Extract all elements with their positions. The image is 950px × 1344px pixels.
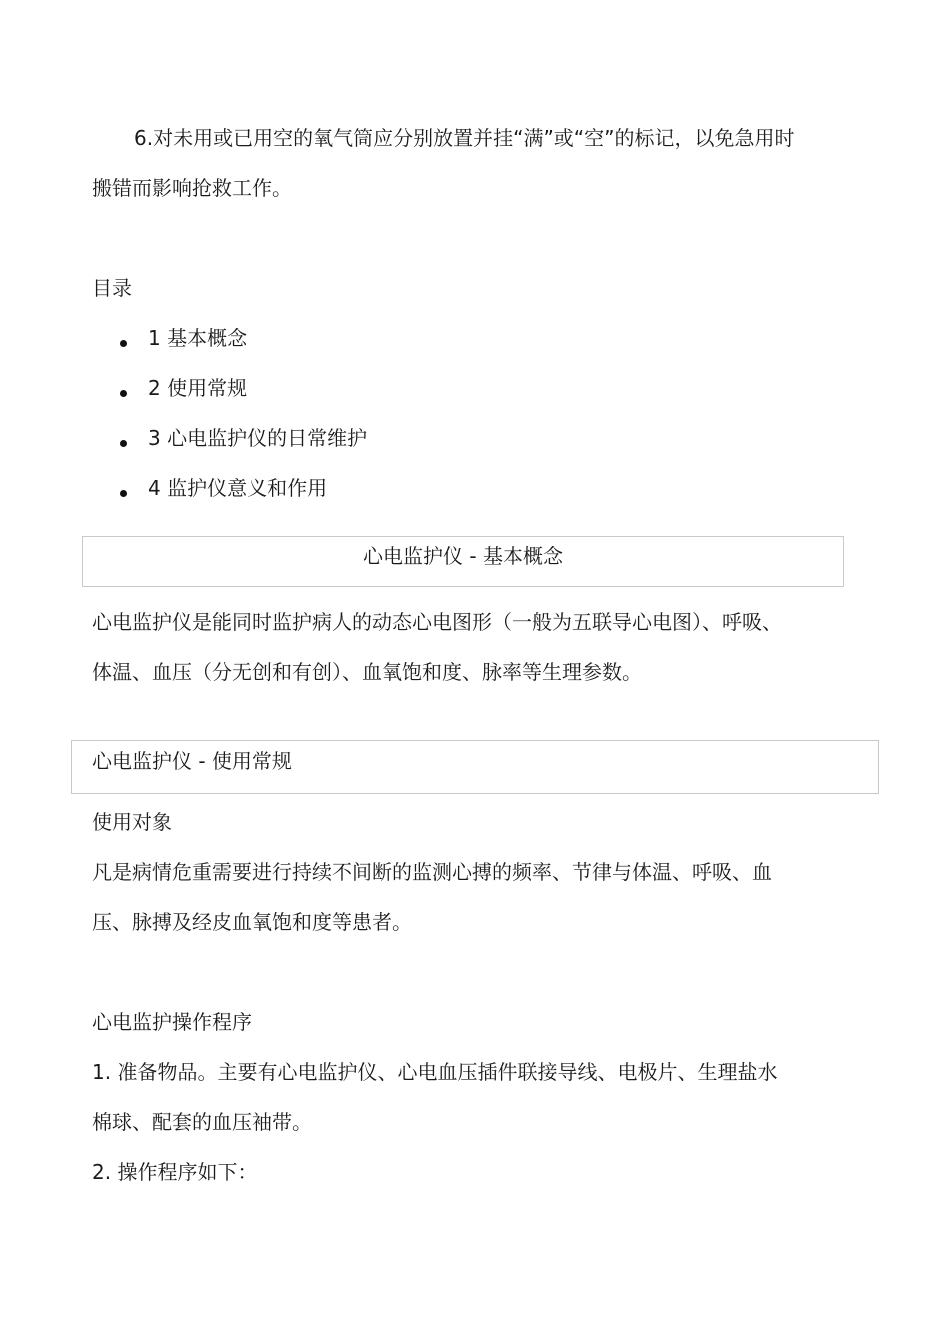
subject-heading: 使用对象 — [92, 810, 172, 834]
toc-item-label: 4 监护仪意义和作用 — [148, 476, 328, 500]
toc-item-label: 3 心电监护仪的日常维护 — [148, 426, 368, 450]
subject-line-1: 凡是病情危重需要进行持续不间断的监测心搏的频率、节律与体温、呼吸、血 — [92, 860, 772, 884]
bullet-icon — [120, 390, 127, 397]
toc-item-label: 2 使用常规 — [148, 376, 248, 400]
toc-heading: 目录 — [92, 276, 132, 300]
section-title: 心电监护仪 - 基本概念 — [363, 544, 563, 568]
step1-line-2: 棉球、配套的血压袖带。 — [92, 1110, 312, 1134]
toc-item-label: 1 基本概念 — [148, 326, 248, 350]
section-title: 心电监护仪 - 使用常规 — [92, 749, 292, 773]
section1-body-line-1: 心电监护仪是能同时监护病人的动态心电图形（一般为五联导心电图）、呼吸、 — [92, 610, 782, 634]
step2: 2. 操作程序如下： — [92, 1160, 258, 1184]
step1-line-1: 1. 准备物品。主要有心电监护仪、心电血压插件联接导线、电极片、生理盐水 — [92, 1060, 778, 1084]
procedure-heading: 心电监护操作程序 — [92, 1010, 252, 1034]
section-title-box — [82, 536, 844, 587]
intro-line-1: 6.对未用或已用空的氧气筒应分别放置并挂“满”或“空”的标记，以免急用时 — [134, 126, 795, 150]
section1-body-line-2: 体温、血压（分无创和有创）、血氧饱和度、脉率等生理参数。 — [92, 660, 642, 684]
bullet-icon — [120, 440, 127, 447]
intro-line-2: 搬错而影响抢救工作。 — [92, 176, 292, 200]
subject-line-2: 压、脉搏及经皮血氧饱和度等患者。 — [92, 910, 412, 934]
bullet-icon — [120, 490, 127, 497]
bullet-icon — [120, 340, 127, 347]
section-title-box — [71, 740, 879, 794]
